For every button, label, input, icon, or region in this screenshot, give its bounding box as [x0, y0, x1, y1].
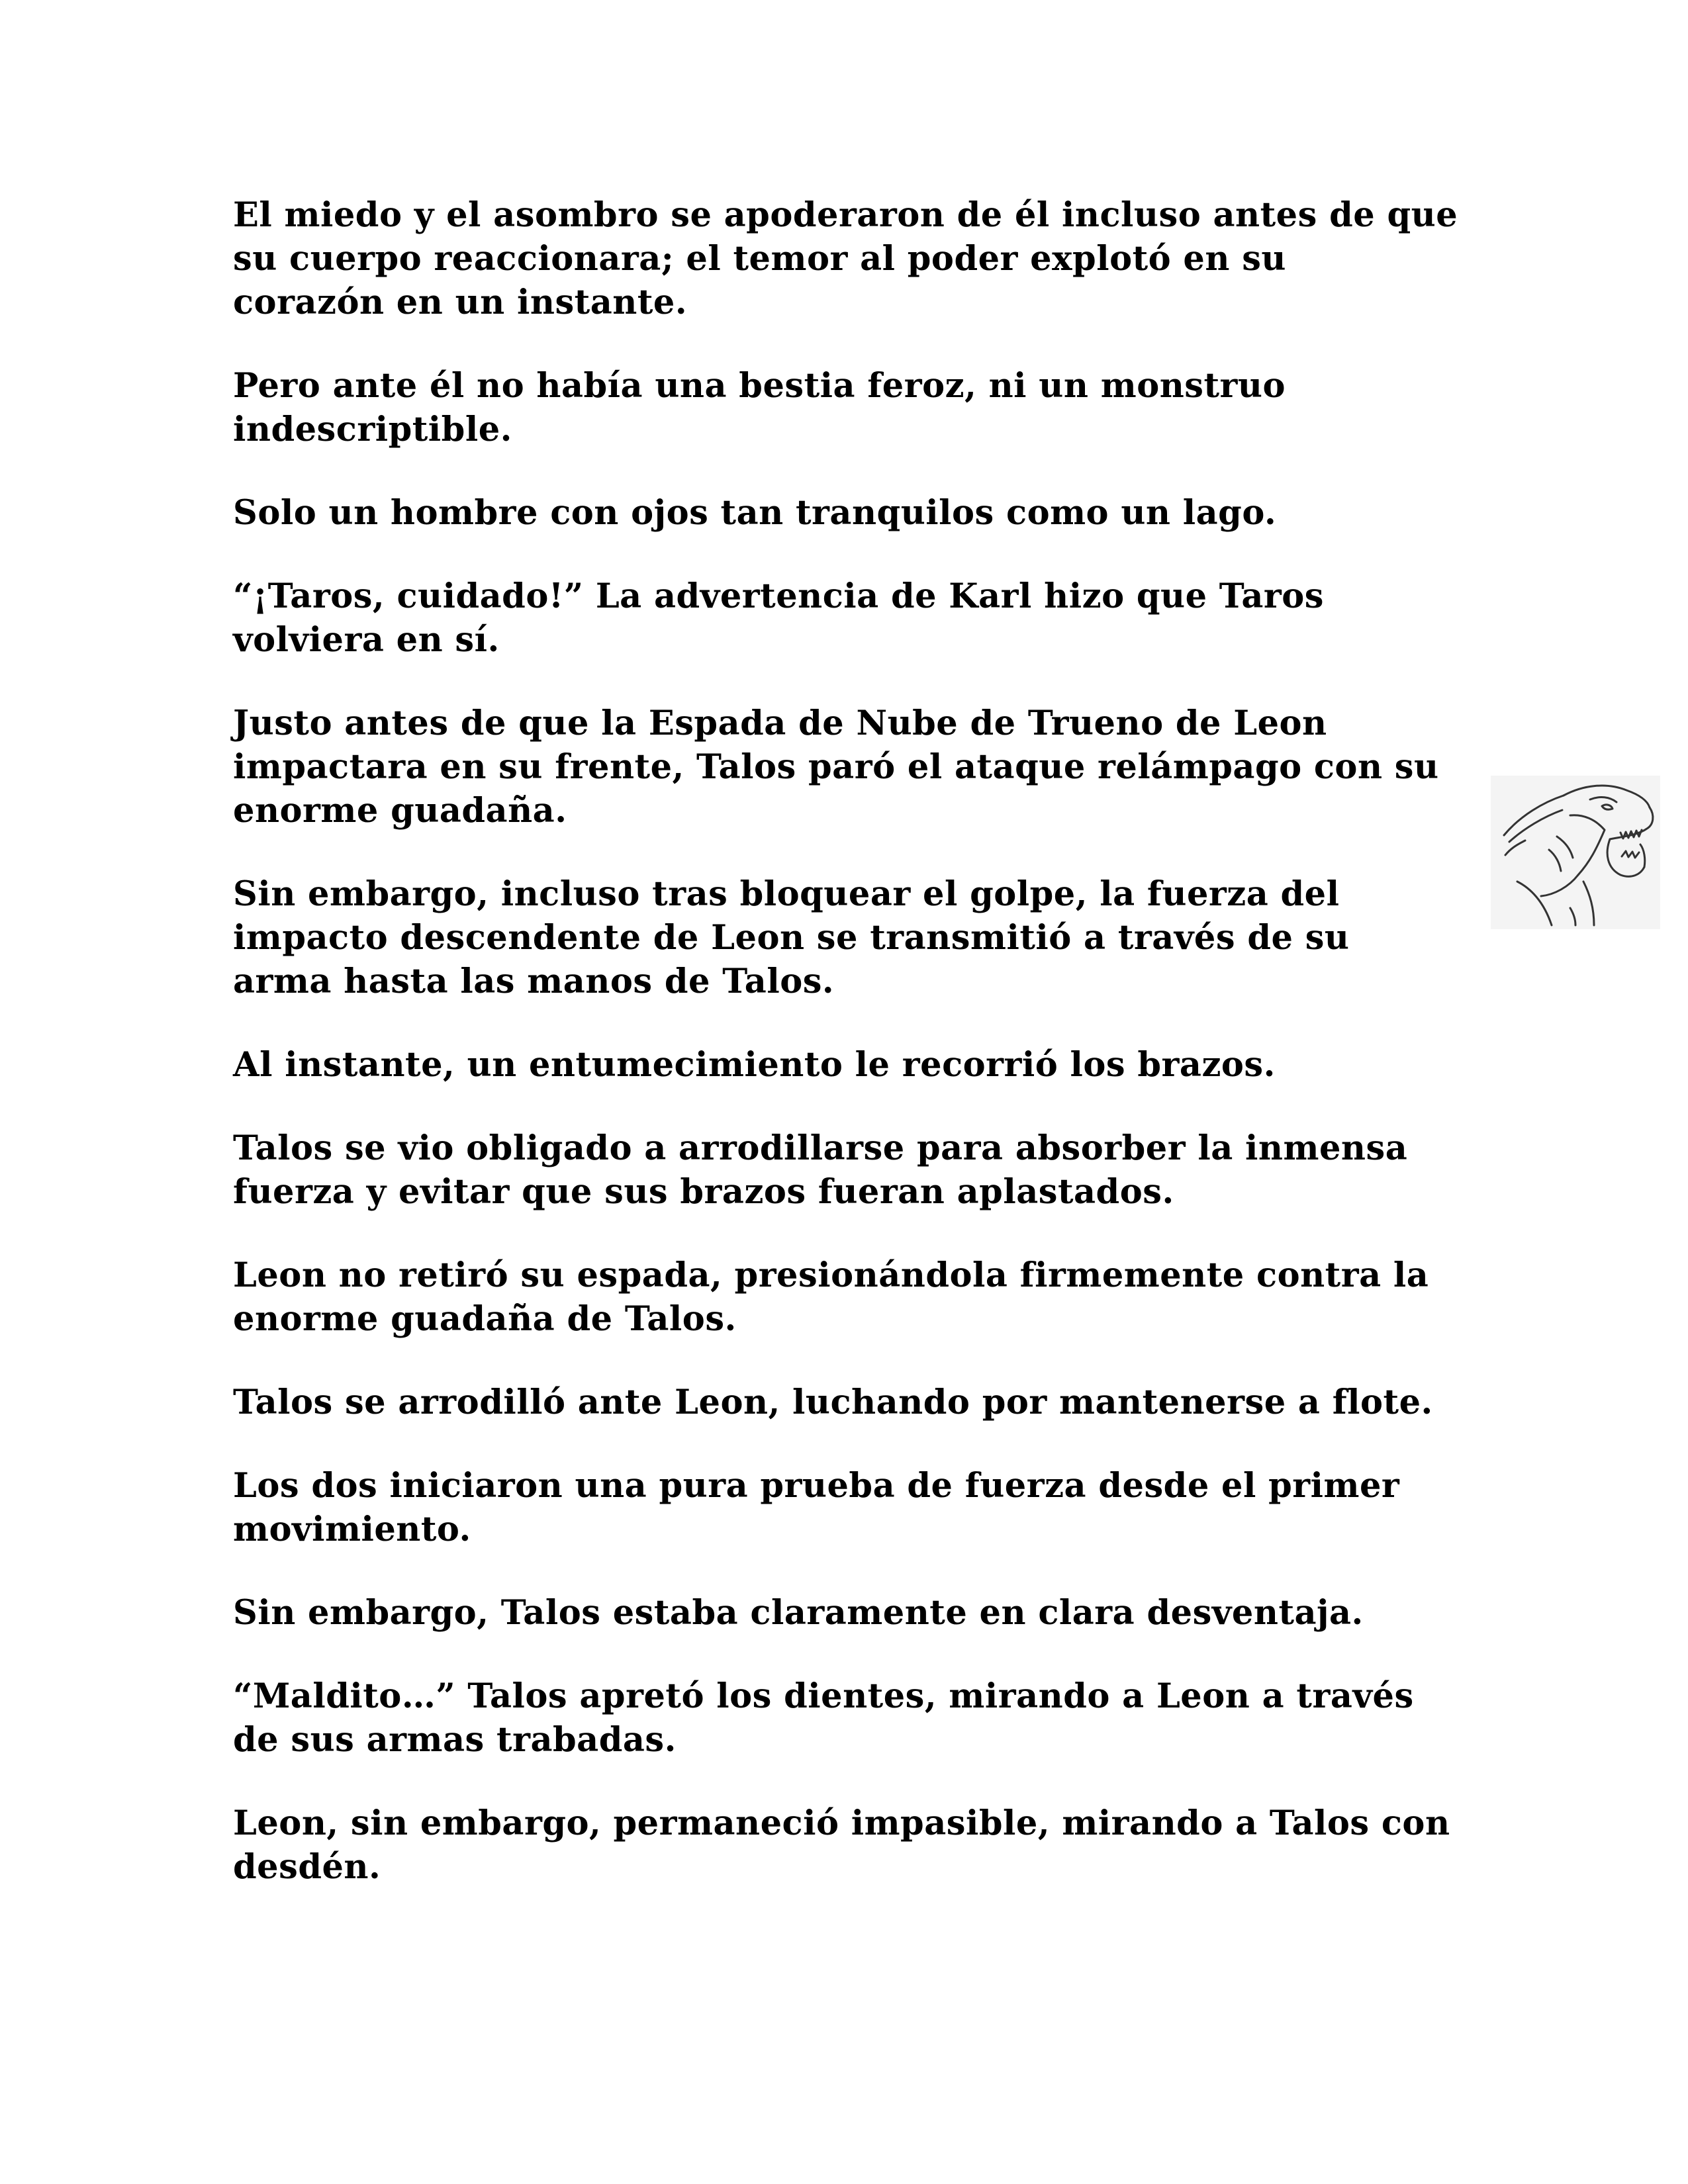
paragraph: El miedo y el asombro se apoderaron de él incluso antes de que su cuerpo reaccionara; el temor al poder explotó en su corazón en un instante. [233, 195, 1458, 322]
paragraph: Al instante, un entumecimiento le recorrió los brazos. [233, 1045, 1276, 1085]
story-text [233, 193, 1477, 1929]
paragraph: Leon, sin embargo, permaneció impasible, mirando a Talos con desdén. [233, 1803, 1450, 1887]
paragraph: “¡Taros, cuidado!” La advertencia de Karl hizo que Taros volviera en sí. [233, 576, 1325, 660]
paragraph: Talos se arrodilló ante Leon, luchando por mantenerse a flote. [233, 1383, 1433, 1422]
paragraph: Sin embargo, incluso tras bloquear el golpe, la fuerza del impacto descendente de Leon se transmitió a través de su arma hasta las manos de Talos. [233, 874, 1350, 1001]
paragraph: Los dos iniciaron una pura prueba de fuerza desde el primer movimiento. [233, 1466, 1400, 1549]
paragraph: Sin embargo, Talos estaba claramente en clara desventaja. [233, 1593, 1364, 1633]
paragraph: Leon no retiró su espada, presionándola firmemente contra la enorme guadaña de Talos. [233, 1255, 1429, 1339]
dinosaur-sketch-icon [1491, 776, 1660, 929]
paragraph: Pero ante él no había una bestia feroz, ni un monstruo indescriptible. [233, 366, 1286, 449]
paragraph: Talos se vio obligado a arrodillarse para absorber la inmensa fuerza y evitar que sus brazos fueran aplastados. [233, 1128, 1408, 1212]
paragraph: “Maldito…” Talos apretó los dientes, mirando a Leon a través de sus armas trabadas. [233, 1676, 1414, 1760]
paragraph: Solo un hombre con ojos tan tranquilos como un lago. [233, 493, 1277, 533]
paragraph: Justo antes de que la Espada de Nube de Trueno de Leon impactara en su frente, Talos paró el ataque relámpago con su enorme guadaña. [233, 704, 1439, 831]
